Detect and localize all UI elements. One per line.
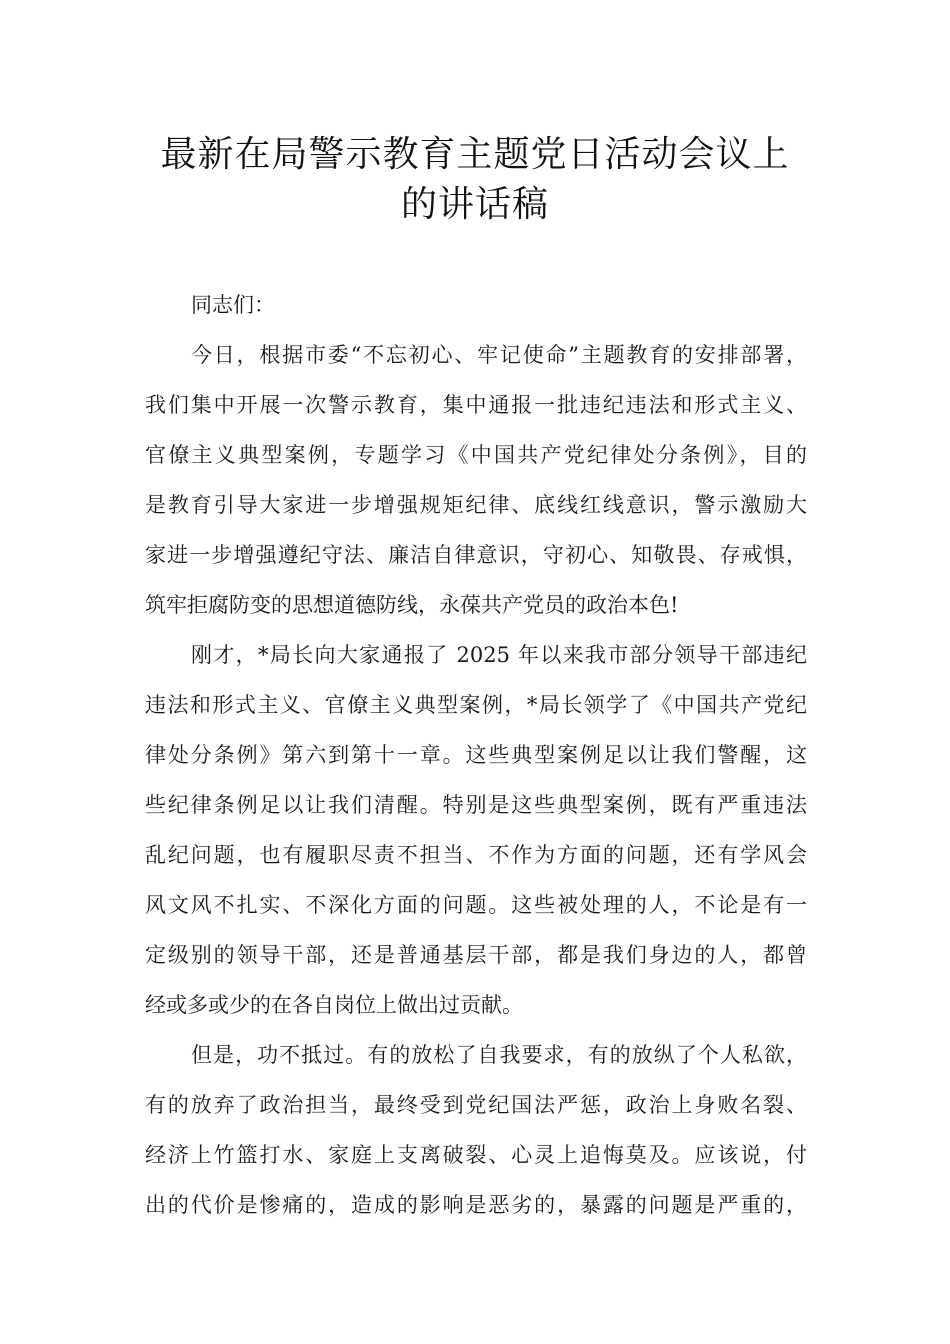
text-line: 刚才，*局长向大家通报了 2025 年以来我市部分领导干部违纪 [191, 643, 807, 667]
text-line: 经或多或少的在各自岗位上做出过贡献。 [145, 993, 523, 1017]
document-title [120, 130, 830, 230]
text-line: 我们集中开展一次警示教育，集中通报一批违纪违法和形式主义、 [145, 393, 807, 417]
text-line: 风文风不扎实、不深化方面的问题。这些被处理的人，不论是有一 [145, 893, 807, 917]
text-line: 乱纪问题，也有履职尽责不担当、不作为方面的问题，还有学风会 [145, 843, 807, 867]
salutation: 同志们： [191, 293, 275, 317]
paragraph-2 [145, 630, 807, 1030]
text-line: 经济上竹篮打水、家庭上支离破裂、心灵上追悔莫及。应该说，付 [145, 1143, 807, 1167]
text-line: 官僚主义典型案例，专题学习《中国共产党纪律处分条例》，目的 [145, 443, 807, 467]
text-line: 有的放弃了政治担当，最终受到党纪国法严惩，政治上身败名裂、 [145, 1093, 807, 1117]
title-line: 的讲话稿 [400, 184, 549, 225]
document-body [145, 280, 807, 1230]
text-line: 今日，根据市委“不忘初心、牢记使命”主题教育的安排部署， [191, 343, 807, 367]
paragraph-3 [145, 1030, 807, 1230]
text-line: 但是，功不抵过。有的放松了自我要求，有的放纵了个人私欲， [191, 1043, 807, 1067]
text-line: 家进一步增强遵纪守法、廉洁自律意识，守初心、知敬畏、存戒惧， [145, 543, 807, 567]
text-line: 出的代价是惨痛的，造成的影响是恶劣的，暴露的问题是严重的， [145, 1193, 807, 1217]
text-line: 筑牢拒腐防变的思想道德防线，永葆共产党员的政治本色! [145, 593, 679, 617]
text-line: 是教育引导大家进一步增强规矩纪律、底线红线意识，警示激励大 [145, 493, 807, 517]
text-line: 律处分条例》第六到第十一章。这些典型案例足以让我们警醒，这 [145, 743, 807, 767]
paragraph-1 [145, 330, 807, 630]
text-line: 定级别的领导干部，还是普通基层干部，都是我们身边的人，都曾 [145, 943, 807, 967]
text-line: 违法和形式主义、官僚主义典型案例，*局长领学了《中国共产党纪 [145, 693, 807, 717]
text-line: 些纪律条例足以让我们清醒。特别是这些典型案例，既有严重违法 [145, 793, 807, 817]
title-line: 最新在局警示教育主题党日活动会议上 [160, 134, 790, 175]
